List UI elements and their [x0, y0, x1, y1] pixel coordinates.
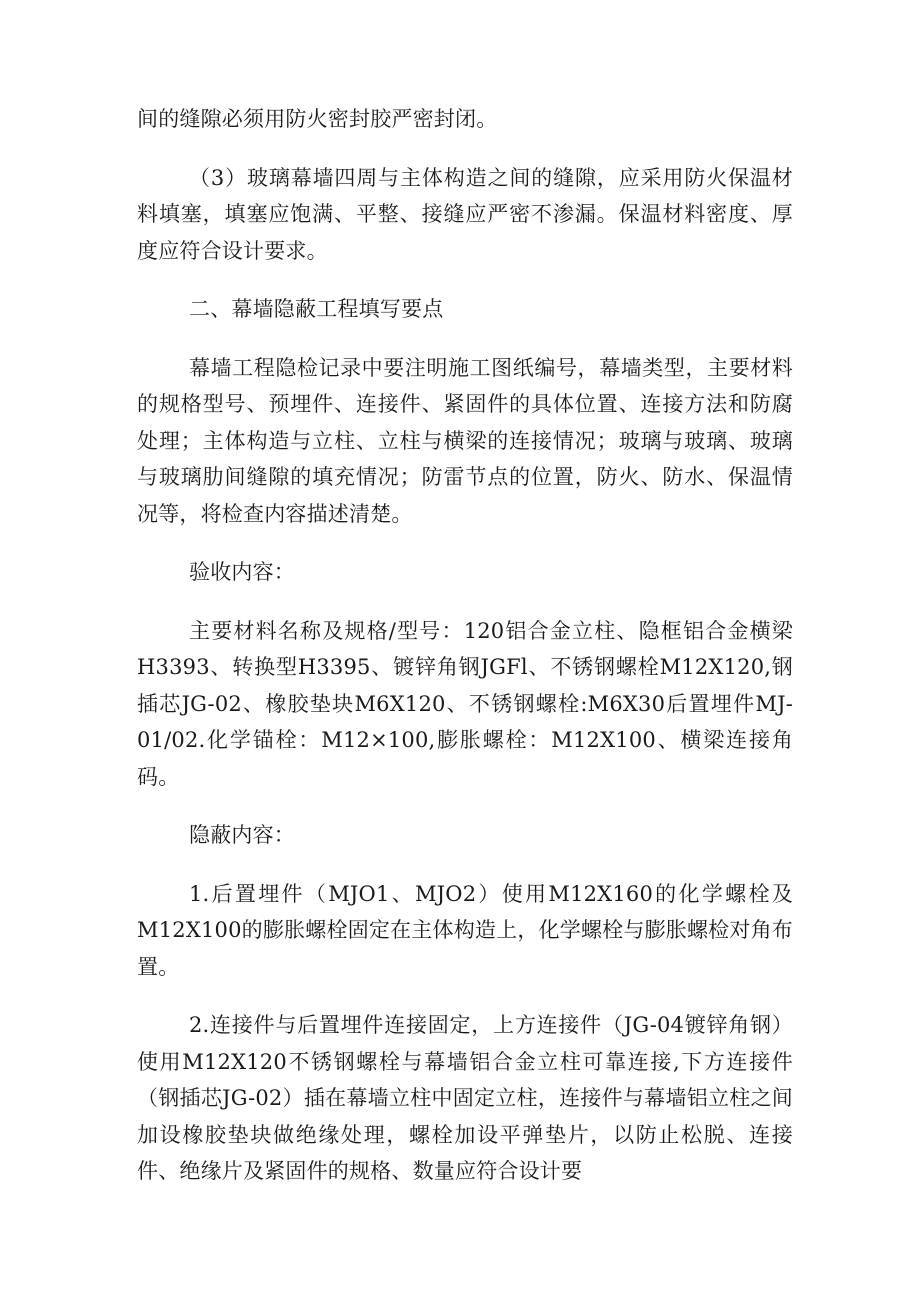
- paragraph-fire-insulation: （3）玻璃幕墙四周与主体构造之间的缝隙，应采用防火保温材料填塞，填塞应饱满、平整、接缝应严密不渗漏。保温材料密度、厚度应符合设计要求。: [137, 165, 793, 263]
- paragraph-continuation: 间的缝隙必须用防火密封胶严密封闭。: [137, 107, 498, 131]
- paragraph-inspection-record: 幕墙工程隐检记录中要注明施工图纸编号，幕墙类型，主要材料的规格型号、预埋件、连接件、紧固件的具体位置、连接方法和防腐处理；主体构造与立柱、立柱与横梁的连接情况；玻璃与玻璃、玻璃与玻璃肋间缝隙的填充情况；防雷节点的位置，防火、防水、保温情况等，将检查内容描述清楚。: [137, 355, 793, 526]
- paragraph-materials: 主要材料名称及规格/型号：120铝合金立柱、隐框铝合金横梁H3393、转换型H3395、镀锌角钢JGFl、不锈钢螺栓M12X120,钢插芯JG-02、橡胶垫块M6X120、不锈钢螺栓:M6X30后置埋件MJ-01/02.化学锚栓：M12×100,膨胀螺栓：M12X100、横梁连接角码。: [137, 618, 793, 789]
- paragraph-item-1: 1.后置埋件（MJO1、MJO2）使用M12X160的化学螺栓及M12X100的膨胀螺栓固定在主体构造上，化学螺栓与膨胀螺检对角布置。: [137, 881, 793, 979]
- acceptance-label: 验收内容：: [189, 560, 295, 584]
- document-body: [137, 101, 793, 1212]
- paragraph-item-2: 2.连接件与后置埋件连接固定，上方连接件（JG-04镀锌角钢）使用M12X120不锈钢螺栓与幕墙铝合金立柱可靠连接,下方连接件（钢插芯JG-02）插在幕墙立柱中固定立柱，连接件与幕墙铝立柱之间加设橡胶垫块做绝缘处理，螺栓加设平弹垫片，以防止松脱、连接件、绝缘片及紧固件的规格、数量应符合设计要: [137, 1013, 793, 1183]
- section-heading: 二、幕墙隐蔽工程填写要点: [189, 297, 444, 321]
- concealed-label: 隐蔽内容：: [189, 823, 295, 847]
